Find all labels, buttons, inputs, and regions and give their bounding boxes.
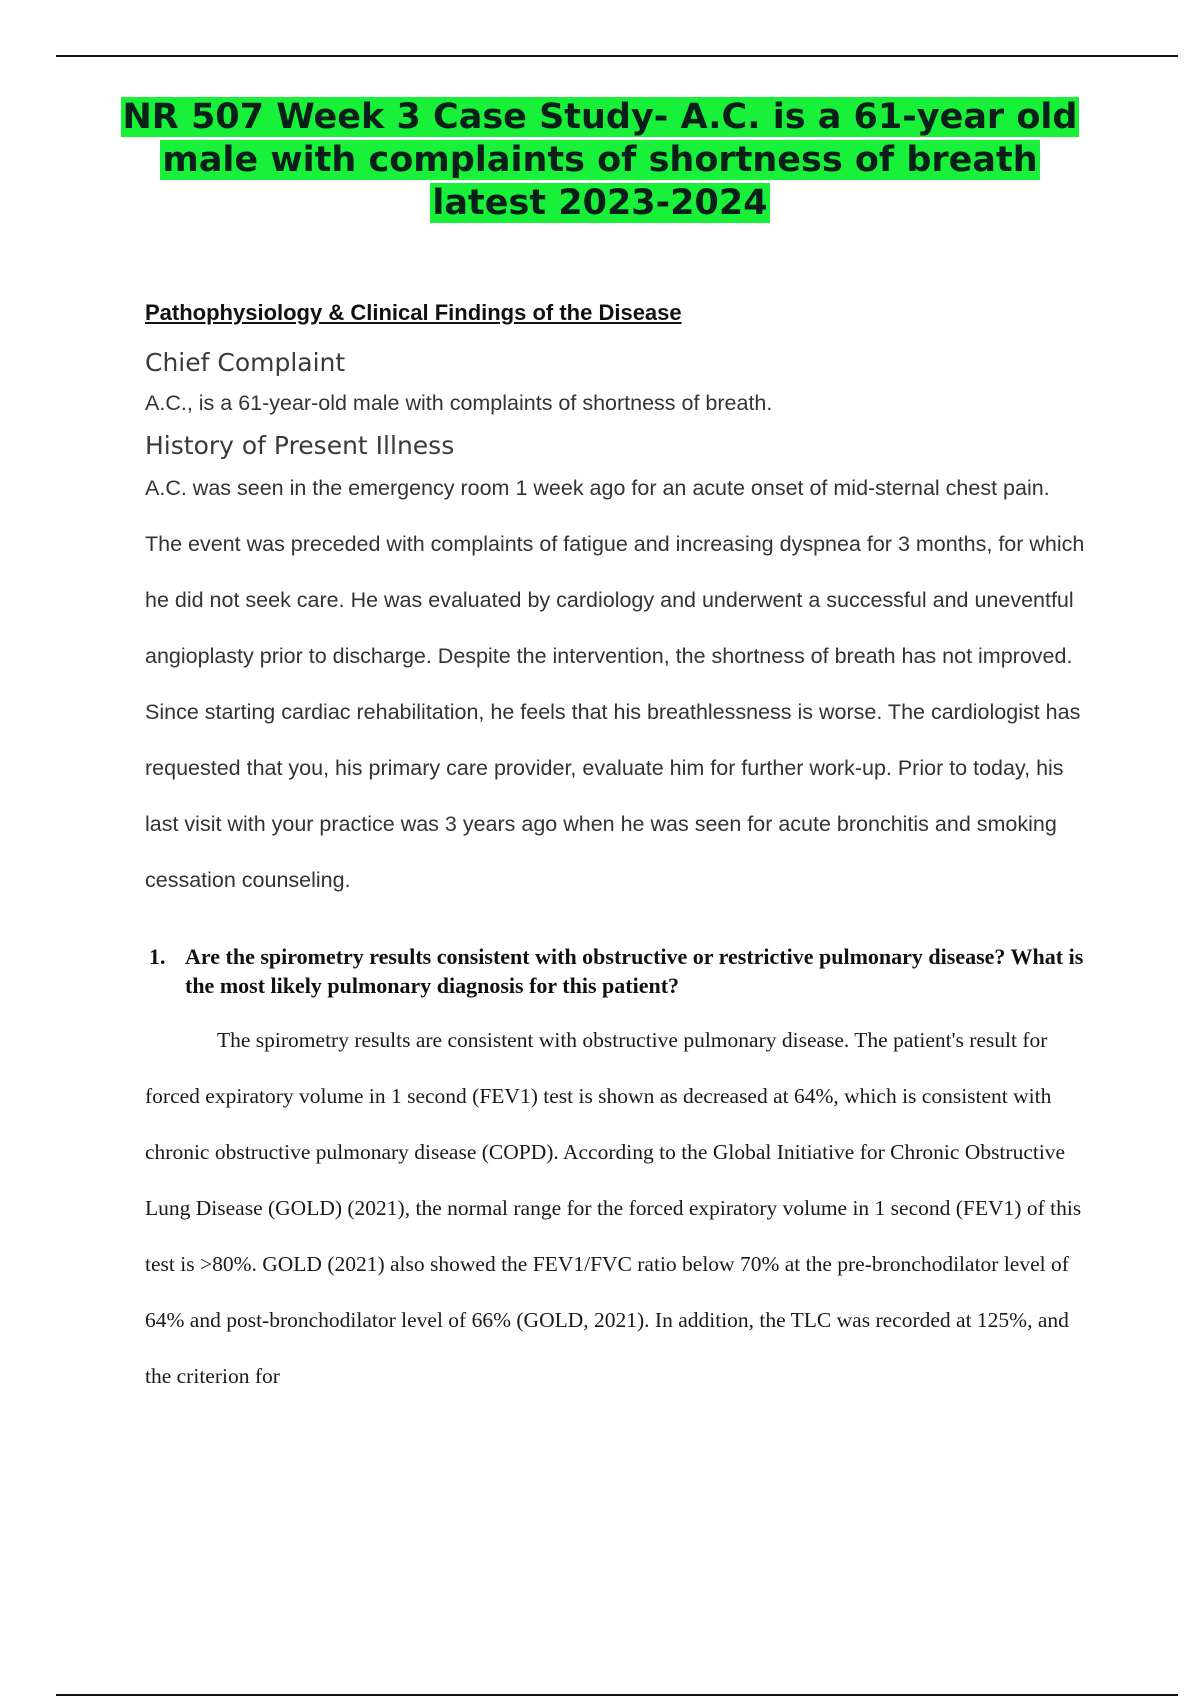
chief-complaint-text: A.C., is a 61-year-old male with complaints of shortness of breath. xyxy=(145,391,773,415)
question-1 xyxy=(149,942,1085,1000)
section-heading: Pathophysiology & Clinical Findings of the Disease xyxy=(145,300,682,325)
top-rule xyxy=(56,55,1178,57)
question-1-answer: The spirometry results are consistent with obstructive pulmonary disease. The patient's result for forced expiratory volume in 1 second (FEV1) test is shown as decreased at 64%, which is consistent with chronic obstructive pulmonary disease (COPD). According to the Global Initiative for Chronic Obstructive Lung Disease (GOLD) (2021), the normal range for the forced expiratory volume in 1 second (FEV1) of this test is >80%. GOLD (2021) also showed the FEV1/FVC ratio below 70% at the pre-bronchodilator level of 64% and post-bronchodilator level of 66% (GOLD, 2021). In addition, the TLC was recorded at 125%, and the criterion for xyxy=(145,1028,1082,1388)
history-text: A.C. was seen in the emergency room 1 week ago for an acute onset of mid-sternal chest pain. The event was preceded with complaints of fatigue and increasing dyspnea for 3 months, for which he did not seek care. He was evaluated by cardiology and underwent a successful and uneventful angioplasty prior to discharge. Despite the intervention, the shortness of breath has not improved. Since starting cardiac rehabilitation, he feels that his breathlessness is worse. The cardiologist has requested that you, his primary care provider, evaluate him for further work-up. Prior to today, his last visit with your practice was 3 years ago when he was seen for acute bronchitis and smoking cessation counseling. xyxy=(145,476,1085,892)
question-1-text: Are the spirometry results consistent with obstructive or restrictive pulmonary disease? What is the most likely pulmonary diagnosis for this patient? xyxy=(185,944,1084,998)
history-heading: History of Present Illness xyxy=(145,431,455,460)
chief-complaint-heading: Chief Complaint xyxy=(145,348,346,377)
bottom-rule xyxy=(56,1694,1178,1696)
document-title xyxy=(100,96,1100,225)
question-1-number: 1. xyxy=(149,944,166,969)
document-title-text: NR 507 Week 3 Case Study- A.C. is a 61-year old male with complaints of shortness of breath latest 2023-2024 xyxy=(122,97,1078,223)
document-body xyxy=(145,300,1085,1404)
